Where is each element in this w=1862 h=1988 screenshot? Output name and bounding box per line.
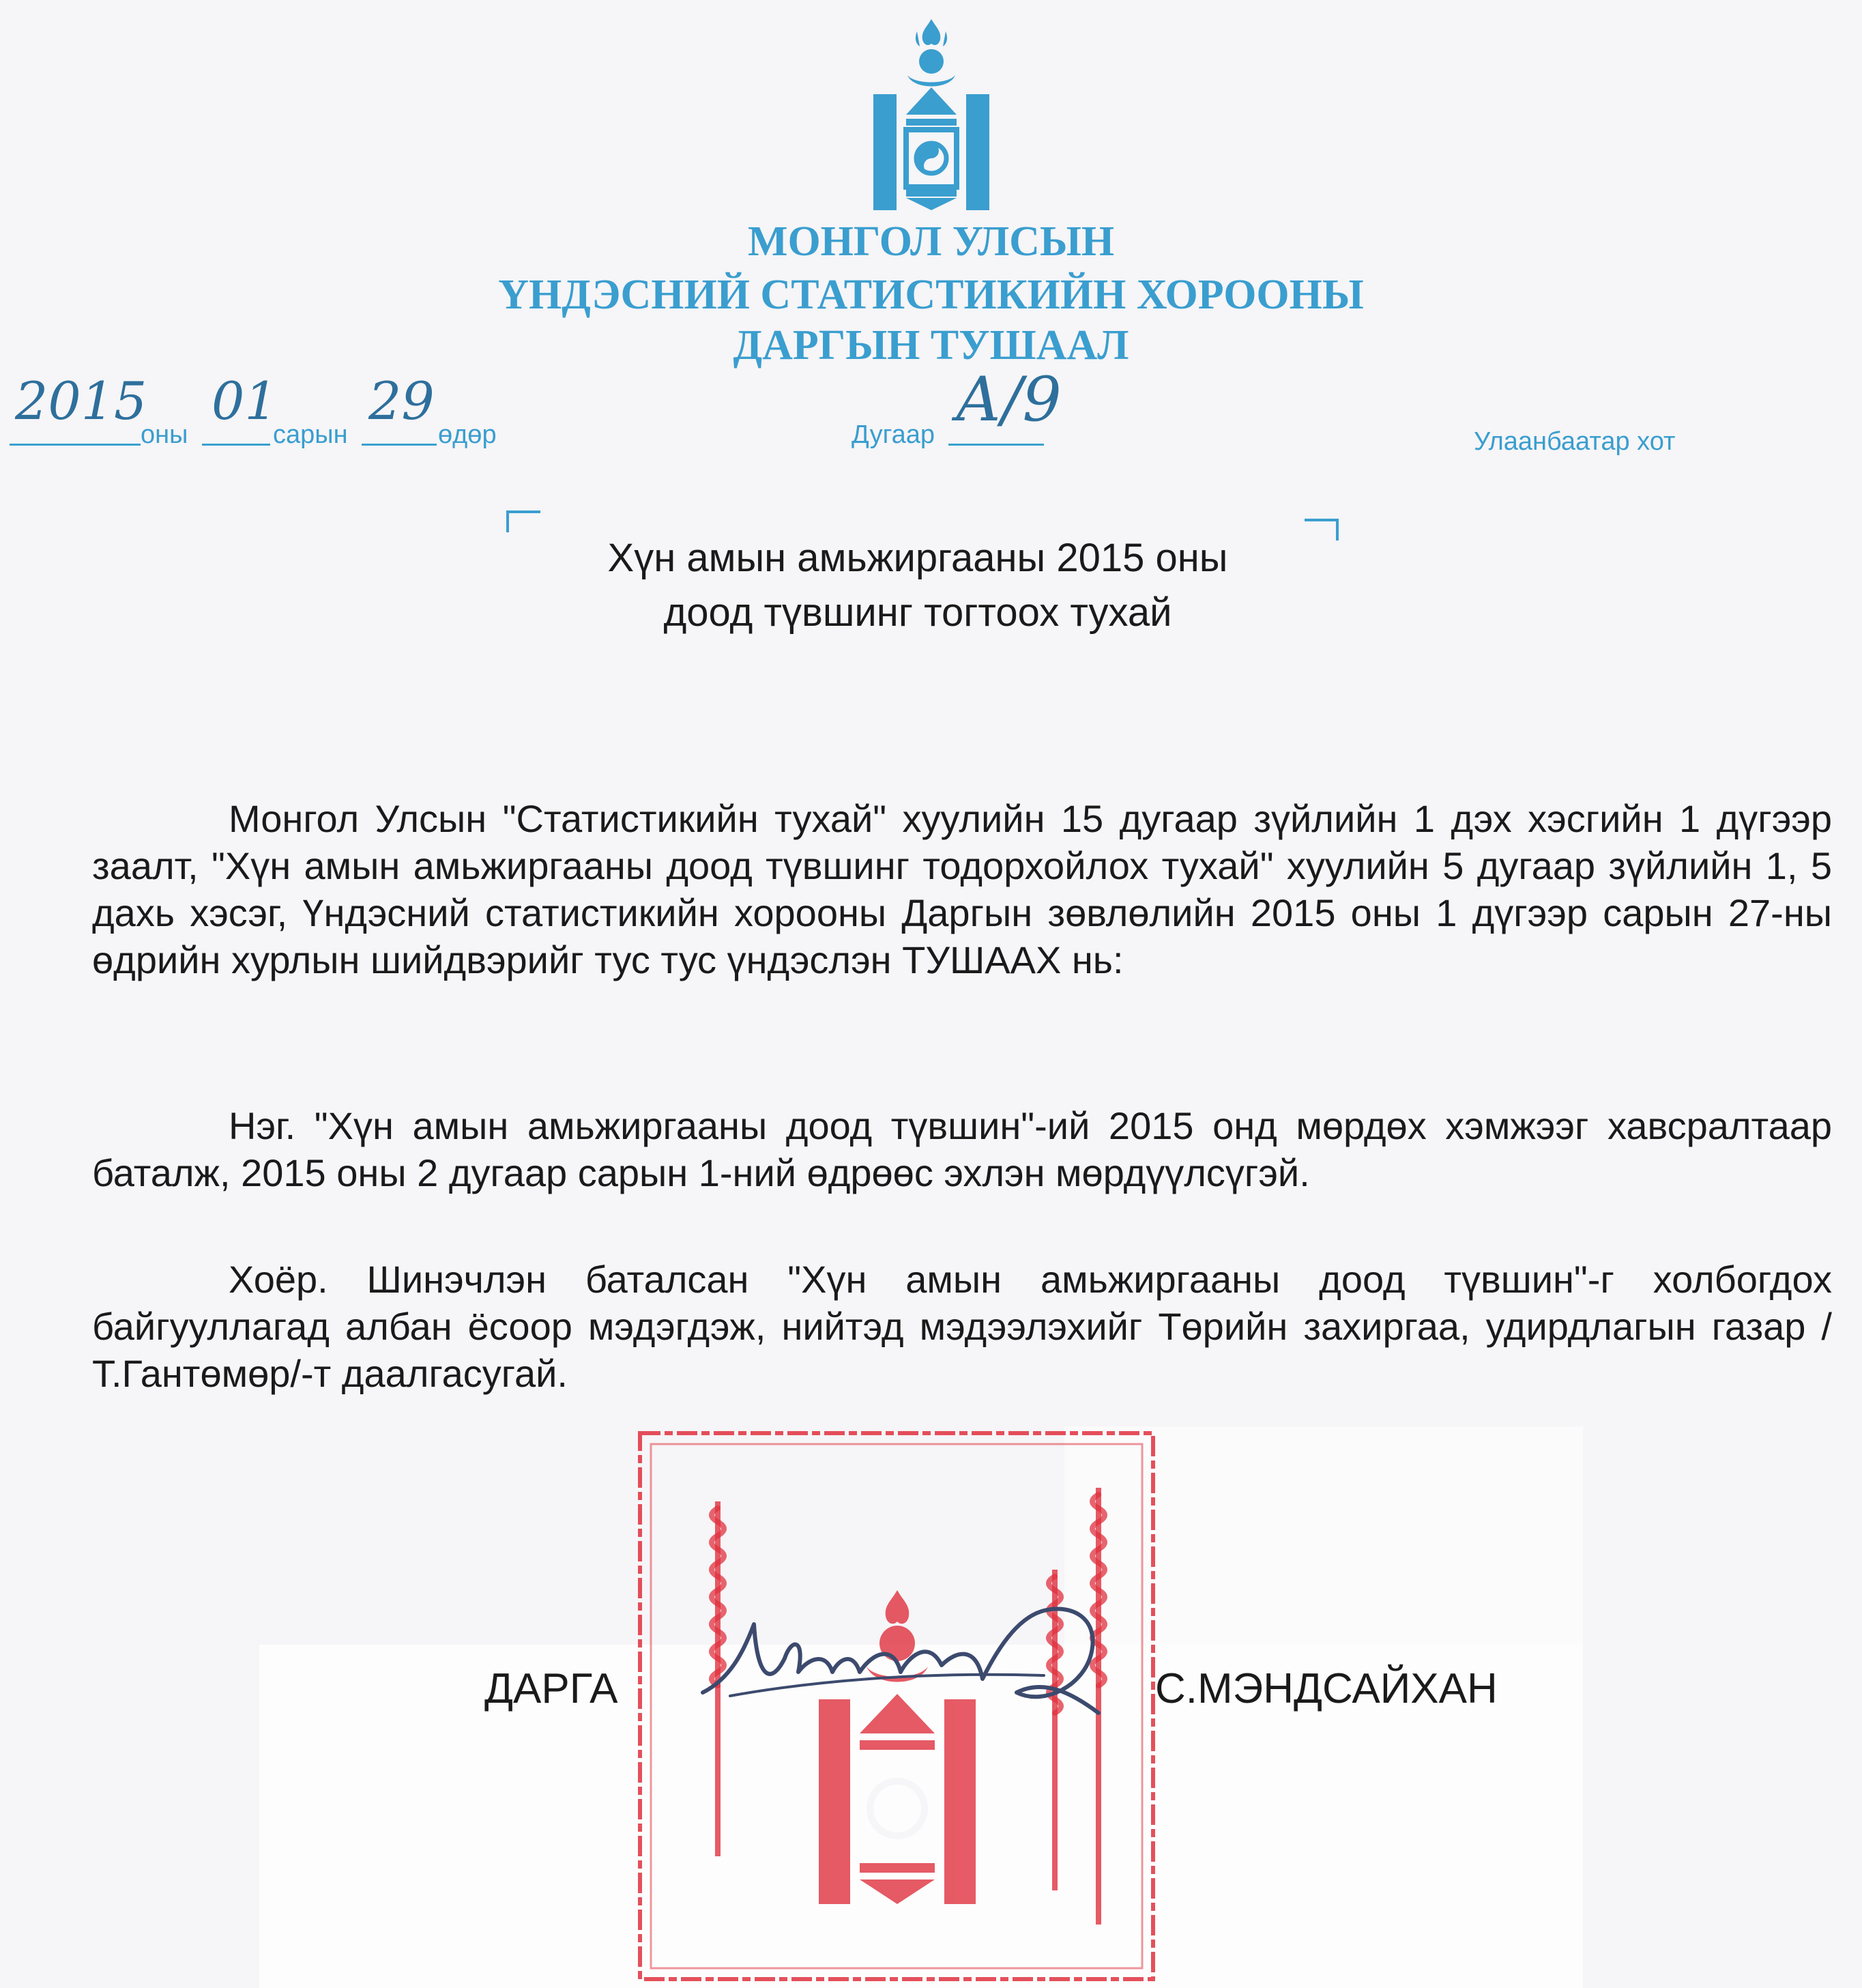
date-year-label: оны — [141, 420, 188, 449]
org-title-line3: ДАРГЫН ТУШААЛ — [733, 322, 1129, 369]
document-number-label: Дугаар — [852, 420, 935, 449]
date-month-label: сарын — [273, 420, 348, 449]
org-title-line2: ҮНДЭСНИЙ СТАТИСТИКИЙН ХОРООНЫ — [498, 272, 1364, 318]
handwritten-signature-icon — [689, 1576, 1126, 1754]
body-paragraph-2: Нэг. "Хүн амын амьжиргааны доод түвшин"-ий 2015 онд мөрдөх хэмжээг хавсралтаар баталж, 2015 оны 2 дугаар сарын 1-ний өдрөөс эхлэн мөрдүүлсүгэй. — [92, 1104, 1832, 1194]
org-title-line1: МОНГОЛ УЛСЫН — [747, 218, 1115, 265]
subject-bracket-left — [506, 510, 540, 532]
subject-line1: Хүн амын амьжиргааны 2015 оны — [607, 536, 1228, 580]
body-paragraph-3: Хоёр. Шинэчлэн баталсан "Хүн амын амьжиргааны доод түвшин"-г холбогдох байгууллагад албан ёсоор мэдэгдэж, нийтэд мэдээлэхийг Төрийн захиргаа, удирдлагын газар /Т.Гантөмөр/-т даалгасугай. — [92, 1258, 1832, 1395]
signatory-name: С.МЭНДСАЙХАН — [1155, 1665, 1498, 1712]
signatory-title: ДАРГА — [484, 1665, 618, 1712]
date-year: 2015 — [15, 371, 147, 431]
subject-line2: доод түвшинг тогтоох тухай — [663, 590, 1172, 635]
date-day-label: өдөр — [438, 420, 497, 449]
document-number: А/9 — [955, 364, 1062, 435]
date-day: 29 — [368, 371, 435, 431]
soyombo-emblem-icon — [873, 19, 989, 210]
body-paragraph-1: Монгол Улсын "Статистикийн тухай" хуулийн 15 дугаар зүйлийн 1 дэх хэсгийн 1 дүгээр заалт, "Хүн амын амьжиргааны доод түвшинг тодорхойлох тухай" хуулийн 5 дугаар зүйлийн 1, 5 дахь хэсэг, Үндэсний статистикийн хорооны Даргын зөвлөлийн 2015 оны 1 дүгээр сарын 27-ны өдрийн хурлын шийдвэрийг тус тус үндэслэн ТУШААХ нь: — [92, 797, 1832, 981]
date-month: 01 — [212, 371, 278, 431]
city-label: Улаанбаатар хот — [1474, 427, 1676, 456]
